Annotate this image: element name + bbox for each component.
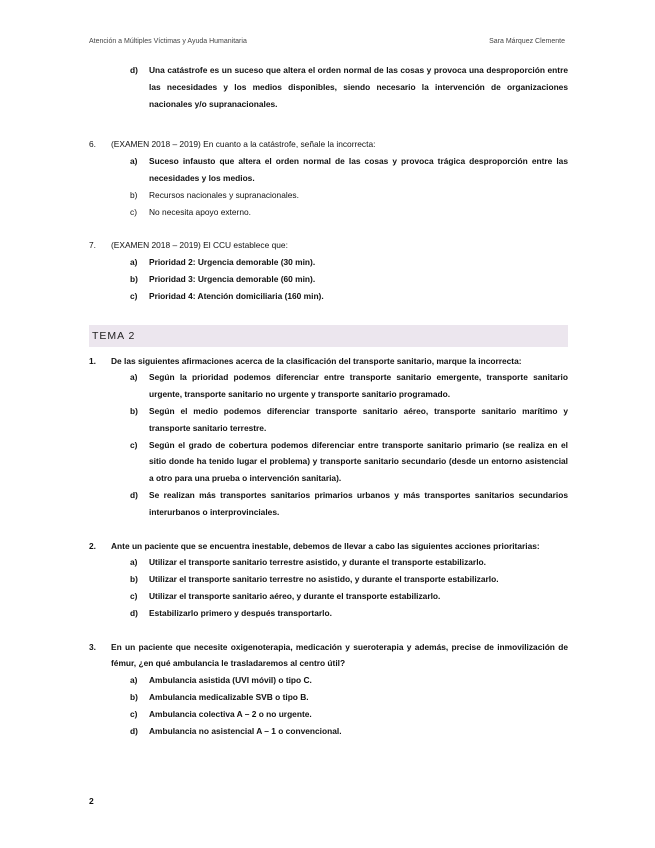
tema2-question-3 xyxy=(89,639,568,673)
option-text: Recursos nacionales y supranacionales. xyxy=(149,189,299,200)
option-text: Una catástrofe es un suceso que altera el orden normal de las cosas y provoca una desproporción entre las necesidades y los medios disponibles, siendo necesario la intervención de organizaciones nacionales y/o supranacionales. xyxy=(149,65,568,109)
option-item xyxy=(89,153,568,187)
option-text: Ambulancia asistida (UVI móvil) o tipo C. xyxy=(149,675,312,686)
carryover-options xyxy=(89,62,568,112)
tema2-question-1-options xyxy=(89,369,568,520)
option-letter: c) xyxy=(130,439,138,450)
question-text: Ante un paciente que se encuentra inestable, debemos de llevar a cabo las siguientes acciones prioritarias: xyxy=(111,540,540,551)
question-number: 7. xyxy=(89,240,96,251)
option-letter: d) xyxy=(130,65,138,75)
option-letter: a) xyxy=(130,156,138,167)
question-6-options xyxy=(89,153,568,220)
option-text: Ambulancia medicalizable SVB o tipo B. xyxy=(149,691,309,702)
option-letter: c) xyxy=(130,590,138,601)
option-letter: b) xyxy=(130,273,138,284)
question-number: 1. xyxy=(89,355,96,366)
option-letter: b) xyxy=(130,189,138,200)
option-text: No necesita apoyo externo. xyxy=(149,206,251,217)
option-text: Según el grado de cobertura podemos diferenciar entre transporte sanitario primario (se realiza en el sitio donde ha tenido lugar el problema) y transporte sanitario secundario (desde un entorno asistencial a otro para una prueba o intervención sanitaria). xyxy=(149,439,568,484)
option-letter: d) xyxy=(130,725,138,736)
tema2-question-2 xyxy=(89,538,568,555)
option-item xyxy=(89,369,568,403)
question-7 xyxy=(89,237,568,254)
question-number: 2. xyxy=(89,540,96,551)
option-item xyxy=(89,689,568,706)
section-heading: TEMA 2 xyxy=(89,325,568,347)
option-item xyxy=(89,723,568,740)
question-text: En un paciente que necesite oxigenoterapia, medicación y sueroterapia y además, precise de inmovilización de fémur, ¿en qué ambulancia le trasladaremos al centro útil? xyxy=(111,641,568,669)
option-text: Utilizar el transporte sanitario terrestre asistido, y durante el transporte estabilizarlo. xyxy=(149,557,486,568)
option-item xyxy=(89,672,568,689)
header-author: Sara Márquez Clemente xyxy=(489,38,565,45)
question-7-options xyxy=(89,254,568,304)
question-text: De las siguientes afirmaciones acerca de la clasificación del transporte sanitario, marque la incorrecta: xyxy=(111,355,522,366)
option-item xyxy=(89,204,568,221)
option-item xyxy=(89,487,568,521)
option-letter: d) xyxy=(130,607,138,618)
option-letter: b) xyxy=(130,405,138,416)
option-item xyxy=(89,288,568,305)
option-item xyxy=(89,588,568,605)
option-item xyxy=(89,271,568,288)
option-letter: a) xyxy=(130,372,138,383)
option-text: Según el medio podemos diferenciar transporte sanitario aéreo, transporte sanitario marítimo y transporte sanitario terrestre. xyxy=(149,405,568,433)
option-letter: a) xyxy=(130,675,138,686)
option-text: Prioridad 4: Atención domiciliaria (160 min). xyxy=(149,290,324,301)
option-letter: c) xyxy=(130,206,137,217)
option-item xyxy=(89,62,568,112)
option-letter: c) xyxy=(130,290,138,301)
tema2-question-1 xyxy=(89,353,568,370)
option-item xyxy=(89,571,568,588)
option-text: Ambulancia colectiva A – 2 o no urgente. xyxy=(149,708,312,719)
option-text: Según la prioridad podemos diferenciar entre transporte sanitario emergente, transporte sanitario urgente, transporte sanitario no urgente y transporte sanitario programado. xyxy=(149,372,568,400)
option-text: Estabilizarlo primero y después transportarlo. xyxy=(149,607,332,618)
option-text: Prioridad 3: Urgencia demorable (60 min). xyxy=(149,273,316,284)
option-text: Prioridad 2: Urgencia demorable (30 min). xyxy=(149,257,316,268)
option-text: Se realizan más transportes sanitarios primarios urbanos y más transportes sanitarios secundarios interurbanos o interprovinciales. xyxy=(149,489,568,517)
tema2-question-3-options xyxy=(89,672,568,739)
option-item xyxy=(89,254,568,271)
option-text: Utilizar el transporte sanitario terrestre no asistido, y durante el transporte estabilizarlo. xyxy=(149,574,499,585)
option-item xyxy=(89,706,568,723)
option-item xyxy=(89,554,568,571)
tema2-question-2-options xyxy=(89,554,568,621)
option-letter: c) xyxy=(130,708,138,719)
page-content xyxy=(89,62,568,739)
option-letter: b) xyxy=(130,691,138,702)
option-letter: a) xyxy=(130,557,138,568)
option-text: Suceso infausto que altera el orden normal de las cosas y provoca trágica desproporción entre las necesidades y los medios. xyxy=(149,156,568,183)
question-number: 6. xyxy=(89,139,96,150)
option-text: Utilizar el transporte sanitario aéreo, y durante el transporte estabilizarlo. xyxy=(149,590,441,601)
header-left-title: Atención a Múltiples Víctimas y Ayuda Humanitaria xyxy=(89,38,247,45)
option-letter: b) xyxy=(130,574,138,585)
question-text: (EXAMEN 2018 – 2019) El CCU establece que: xyxy=(111,240,288,251)
question-number: 3. xyxy=(89,641,96,652)
option-text: Ambulancia no asistencial A – 1 o convencional. xyxy=(149,725,342,736)
option-item xyxy=(89,437,568,487)
page-number: 2 xyxy=(89,796,94,806)
question-6 xyxy=(89,136,568,153)
option-item xyxy=(89,403,568,437)
option-letter: d) xyxy=(130,489,138,500)
option-letter: a) xyxy=(130,257,138,268)
option-item xyxy=(89,187,568,204)
option-item xyxy=(89,605,568,622)
page-header xyxy=(89,38,565,45)
question-text: (EXAMEN 2018 – 2019) En cuanto a la catástrofe, señale la incorrecta: xyxy=(111,139,376,150)
